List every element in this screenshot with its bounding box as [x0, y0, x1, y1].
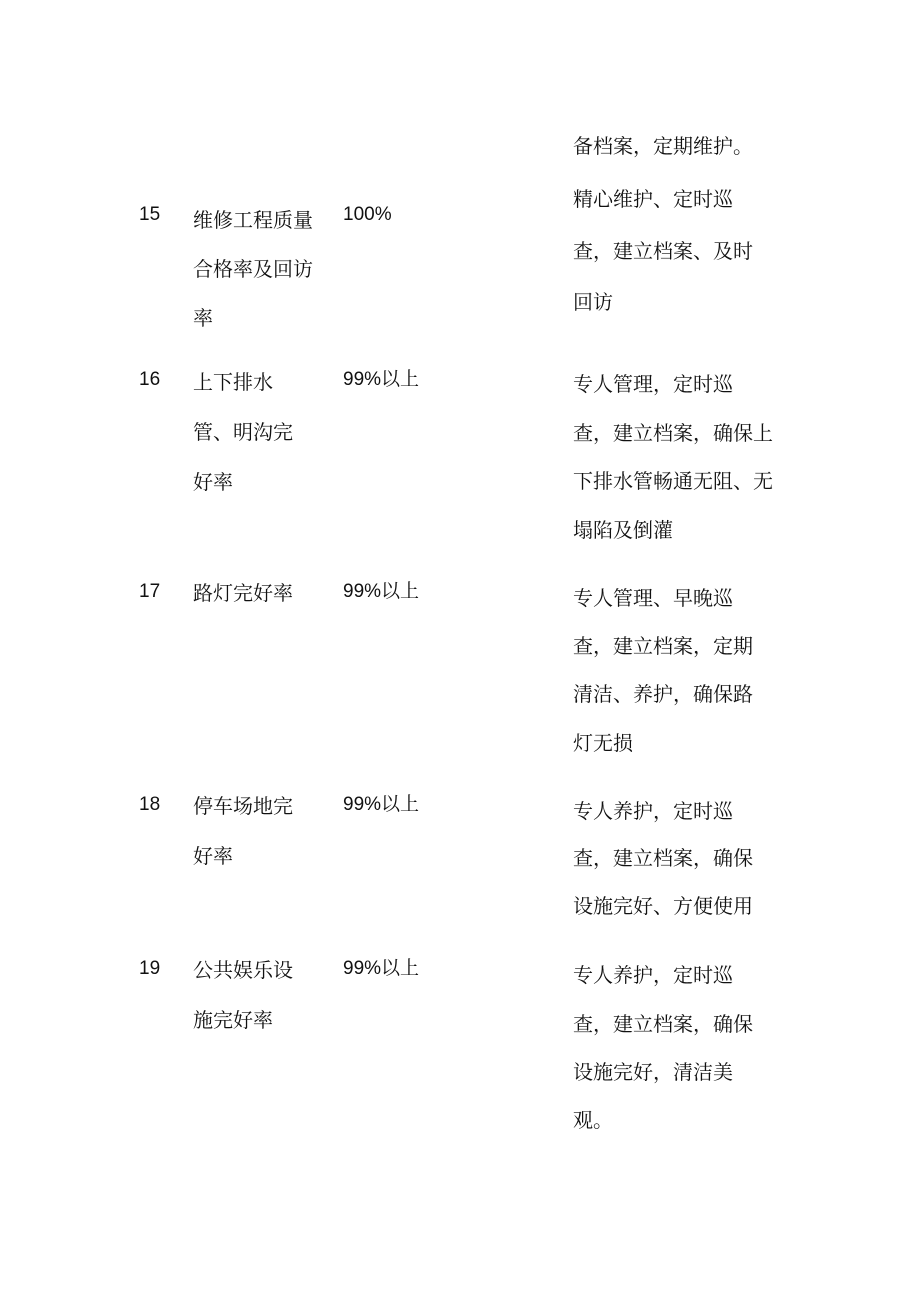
- measures-line: 查，建立档案，确保: [573, 1012, 753, 1036]
- measures-line: 设施完好，清洁美: [573, 1060, 733, 1084]
- row-number: 18: [139, 794, 161, 815]
- item-line: 上下排水: [193, 370, 273, 394]
- item-line: 路灯完好率: [193, 581, 293, 605]
- item-line: 维修工程质量: [193, 208, 313, 232]
- measures-line: 灯无损: [573, 731, 633, 755]
- row-number: 16: [139, 369, 161, 390]
- item-line: 率: [193, 306, 213, 330]
- continuation-measures-line: 备档案，定期维护。: [573, 134, 753, 158]
- measures-line: 塌陷及倒灌: [573, 518, 673, 542]
- row-number: 19: [139, 958, 161, 979]
- item-line: 好率: [193, 470, 233, 494]
- measures-line: 专人养护，定时巡: [573, 963, 733, 987]
- row-number: 17: [139, 581, 161, 602]
- measures-line: 下排水管畅通无阻、无: [573, 469, 773, 493]
- item-line: 合格率及回访: [193, 257, 313, 281]
- measures-line: 查，建立档案，确保: [573, 846, 753, 870]
- item-line: 施完好率: [193, 1008, 273, 1032]
- row-number: 15: [139, 204, 161, 225]
- target-value: 99%以上: [343, 581, 420, 602]
- measures-line: 清洁、养护，确保路: [573, 682, 753, 706]
- target-value: 99%以上: [343, 369, 420, 390]
- measures-line: 专人管理，定时巡: [573, 372, 733, 396]
- measures-line: 查，建立档案，确保上: [573, 421, 773, 445]
- measures-line: 专人养护，定时巡: [573, 799, 733, 823]
- measures-line: 专人管理、早晚巡: [573, 586, 733, 610]
- measures-line: 查，建立档案、及时: [573, 239, 753, 263]
- target-value: 99%以上: [343, 794, 420, 815]
- measures-line: 精心维护、定时巡: [573, 187, 733, 211]
- measures-line: 回访: [573, 290, 613, 314]
- item-line: 公共娱乐设: [193, 958, 293, 982]
- target-value: 100%: [343, 204, 392, 225]
- target-value: 99%以上: [343, 958, 420, 979]
- item-line: 停车场地完: [193, 794, 293, 818]
- measures-line: 设施完好、方便使用: [573, 894, 753, 918]
- item-line: 管、明沟完: [193, 420, 293, 444]
- measures-line: 查，建立档案，定期: [573, 634, 753, 658]
- measures-line: 观。: [573, 1108, 613, 1132]
- item-line: 好率: [193, 844, 233, 868]
